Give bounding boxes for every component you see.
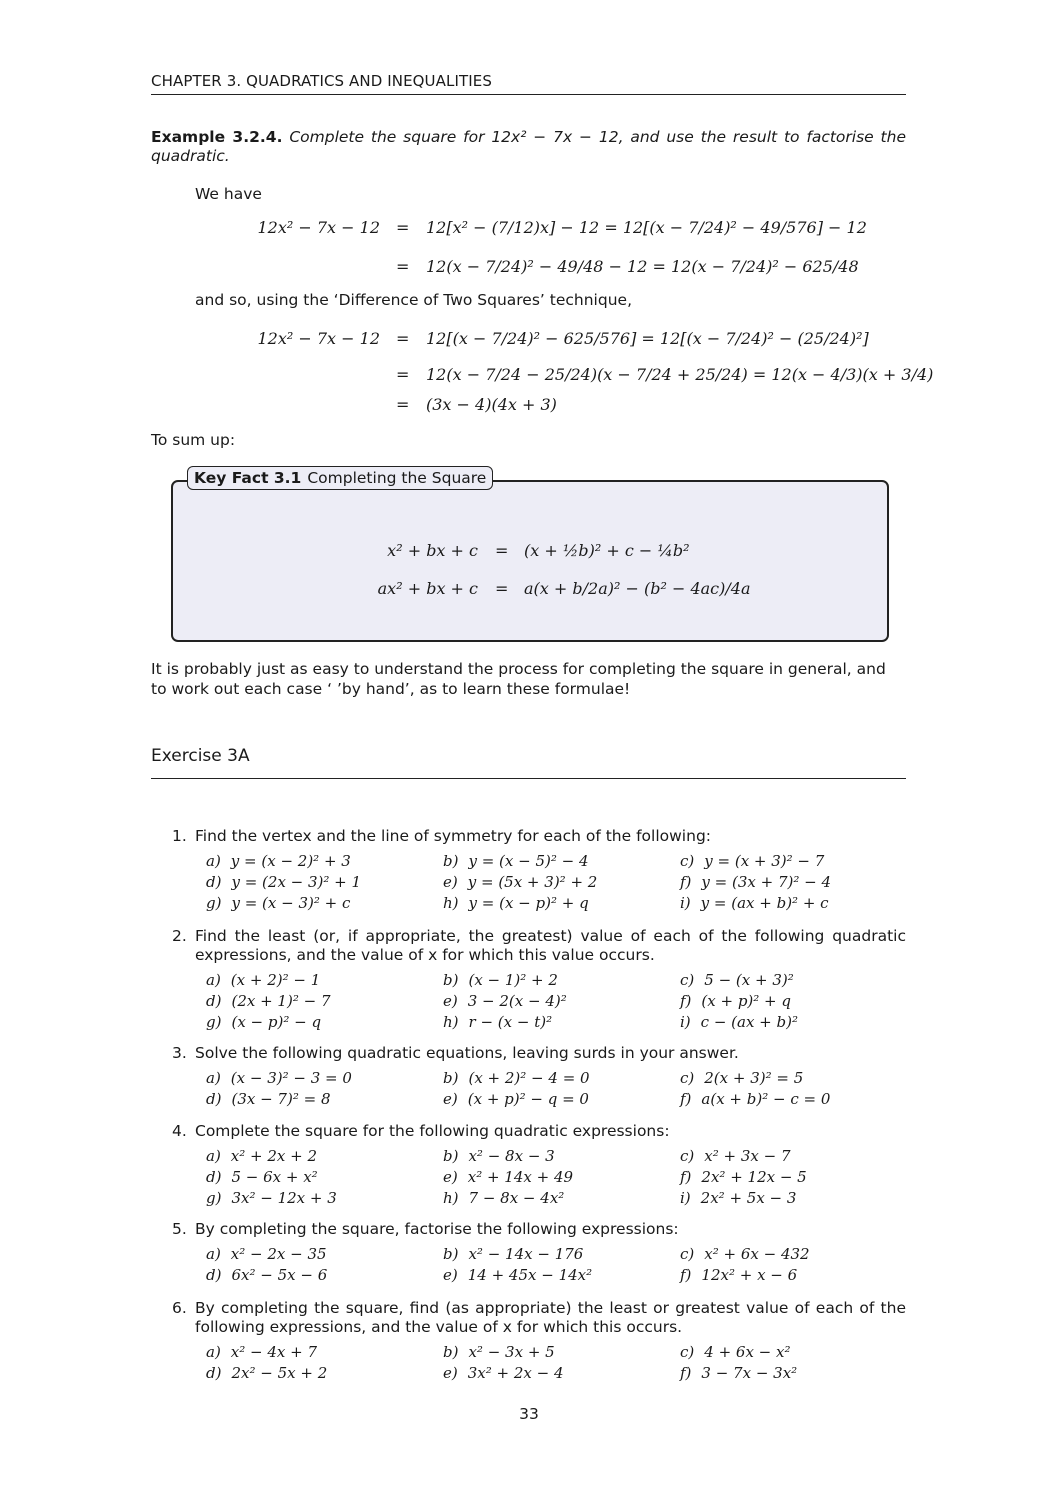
question-text: By completing the square, find (as appropriate) the least or greatest value of each of the following expressions, and the value of x for which this occurs. [195, 1299, 906, 1336]
page-number: 33 [519, 1405, 539, 1423]
question-text: By completing the square, factorise the following expressions: [195, 1220, 679, 1238]
question-text: Find the vertex and the line of symmetry for each of the following: [195, 827, 712, 845]
eq2-row1-rhs: 12[(x − 7/24)² − 625/576] = 12[(x − 7/24)² − (25/24)²] [426, 329, 869, 348]
eq2-row3-rhs: (3x − 4)(4x + 3) [426, 395, 557, 414]
key-fact-box [171, 480, 889, 642]
q2-part-e: e) 3 − 2(x − 4)² [443, 992, 567, 1010]
q3-part-a: a) (x − 3)² − 3 = 0 [206, 1069, 352, 1087]
q6-part-c: c) 4 + 6x − x² [680, 1343, 791, 1361]
example-prompt: Complete the square for 12x² − 7x − 12, and use the result to factorise the quadratic. [151, 128, 906, 165]
key-row1-rhs: (x + ½b)² + c − ¼b² [524, 541, 690, 560]
question-number: 1. [172, 827, 187, 845]
q4-part-i: i) 2x² + 5x − 3 [680, 1189, 797, 1207]
q5-part-e: e) 14 + 45x − 14x² [443, 1266, 593, 1284]
q5-part-c: c) x² + 6x − 432 [680, 1245, 810, 1263]
example-sumup: To sum up: [151, 431, 236, 449]
example-statement [151, 128, 906, 166]
q4-part-e: e) x² + 14x + 49 [443, 1168, 574, 1186]
q4-part-h: h) 7 − 8x − 4x² [443, 1189, 565, 1207]
question-number: 5. [172, 1220, 187, 1238]
q3-part-d: d) (3x − 7)² = 8 [206, 1090, 331, 1108]
q6-part-d: d) 2x² − 5x + 2 [206, 1364, 328, 1382]
closing-paragraph: It is probably just as easy to understand the process for completing the square in general, and to work out each case ‘ ’by hand’, as to learn these formulae! [151, 660, 886, 698]
example-intro: We have [195, 185, 262, 203]
q2-part-h: h) r − (x − t)² [443, 1013, 553, 1031]
q4-part-b: b) x² − 8x − 3 [443, 1147, 555, 1165]
question-number: 3. [172, 1044, 187, 1062]
q2-part-i: i) c − (ax + b)² [680, 1013, 798, 1031]
q3-part-b: b) (x + 2)² − 4 = 0 [443, 1069, 590, 1087]
example-label: Example 3.2.4. [151, 128, 283, 146]
eq2-row2-rhs: 12(x − 7/24 − 25/24)(x − 7/24 + 25/24) = 12(x − 4/3)(x + 3/4) [426, 365, 934, 384]
eq1-row1-rel: = [396, 218, 410, 237]
q2-part-g: g) (x − p)² − q [206, 1013, 322, 1031]
chapter-header: CHAPTER 3. QUADRATICS AND INEQUALITIES [151, 72, 906, 95]
q3-part-c: c) 2(x + 3)² = 5 [680, 1069, 804, 1087]
eq1-row1-rhs: 12[x² − (7/12)x] − 12 = 12[(x − 7/24)² − 49/576] − 12 [426, 218, 867, 237]
q1-part-f: f) y = (3x + 7)² − 4 [680, 873, 832, 891]
question-number: 2. [172, 927, 187, 945]
q6-part-e: e) 3x² + 2x − 4 [443, 1364, 564, 1382]
q2-part-a: a) (x + 2)² − 1 [206, 971, 321, 989]
q6-part-f: f) 3 − 7x − 3x² [680, 1364, 798, 1382]
q3-part-f: f) a(x + b)² − c = 0 [680, 1090, 831, 1108]
q6-part-b: b) x² − 3x + 5 [443, 1343, 555, 1361]
eq1-row2-rhs: 12(x − 7/24)² − 49/48 − 12 = 12(x − 7/24)² − 625/48 [426, 257, 859, 276]
q1-part-g: g) y = (x − 3)² + c [206, 894, 351, 912]
eq2-row2-rel: = [396, 365, 410, 384]
q2-part-d: d) (2x + 1)² − 7 [206, 992, 331, 1010]
key-fact-heading: Completing the Square [307, 469, 487, 487]
q2-part-f: f) (x + p)² + q [680, 992, 791, 1010]
q1-part-h: h) y = (x − p)² + q [443, 894, 589, 912]
question-text: Solve the following quadratic equations, leaving surds in your answer. [195, 1044, 739, 1062]
question-number: 6. [172, 1299, 187, 1317]
eq2-row1-rel: = [396, 329, 410, 348]
q4-part-c: c) x² + 3x − 7 [680, 1147, 791, 1165]
q5-part-a: a) x² − 2x − 35 [206, 1245, 327, 1263]
question-text: Complete the square for the following quadratic expressions: [195, 1122, 670, 1140]
exercise-title: Exercise 3A [151, 746, 906, 779]
q1-part-b: b) y = (x − 5)² − 4 [443, 852, 589, 870]
q1-part-e: e) y = (5x + 3)² + 2 [443, 873, 598, 891]
question-number: 4. [172, 1122, 187, 1140]
example-bridge: and so, using the ‘Difference of Two Squares’ technique, [195, 291, 632, 309]
q4-part-g: g) 3x² − 12x + 3 [206, 1189, 337, 1207]
key-row2-rel: = [495, 579, 509, 598]
q2-part-b: b) (x − 1)² + 2 [443, 971, 558, 989]
q5-part-d: d) 6x² − 5x − 6 [206, 1266, 328, 1284]
question-text: Find the least (or, if appropriate, the greatest) value of each of the following quadratic expressions, and the value of x for which this value occurs. [195, 927, 906, 964]
key-fact-title [187, 466, 493, 490]
q4-part-d: d) 5 − 6x + x² [206, 1168, 318, 1186]
q1-part-i: i) y = (ax + b)² + c [680, 894, 829, 912]
q3-part-e: e) (x + p)² − q = 0 [443, 1090, 589, 1108]
q5-part-f: f) 12x² + x − 6 [680, 1266, 798, 1284]
key-row1-rel: = [495, 541, 509, 560]
q5-part-b: b) x² − 14x − 176 [443, 1245, 584, 1263]
q2-part-c: c) 5 − (x + 3)² [680, 971, 794, 989]
eq1-row2-rel: = [396, 257, 410, 276]
q1-part-a: a) y = (x − 2)² + 3 [206, 852, 351, 870]
q4-part-a: a) x² + 2x + 2 [206, 1147, 318, 1165]
key-fact-label: Key Fact 3.1 [194, 469, 302, 487]
q4-part-f: f) 2x² + 12x − 5 [680, 1168, 807, 1186]
q6-part-a: a) x² − 4x + 7 [206, 1343, 318, 1361]
key-row2-rhs: a(x + b/2a)² − (b² − 4ac)/4a [524, 579, 751, 598]
eq2-row3-rel: = [396, 395, 410, 414]
q1-part-d: d) y = (2x − 3)² + 1 [206, 873, 362, 891]
q1-part-c: c) y = (x + 3)² − 7 [680, 852, 825, 870]
